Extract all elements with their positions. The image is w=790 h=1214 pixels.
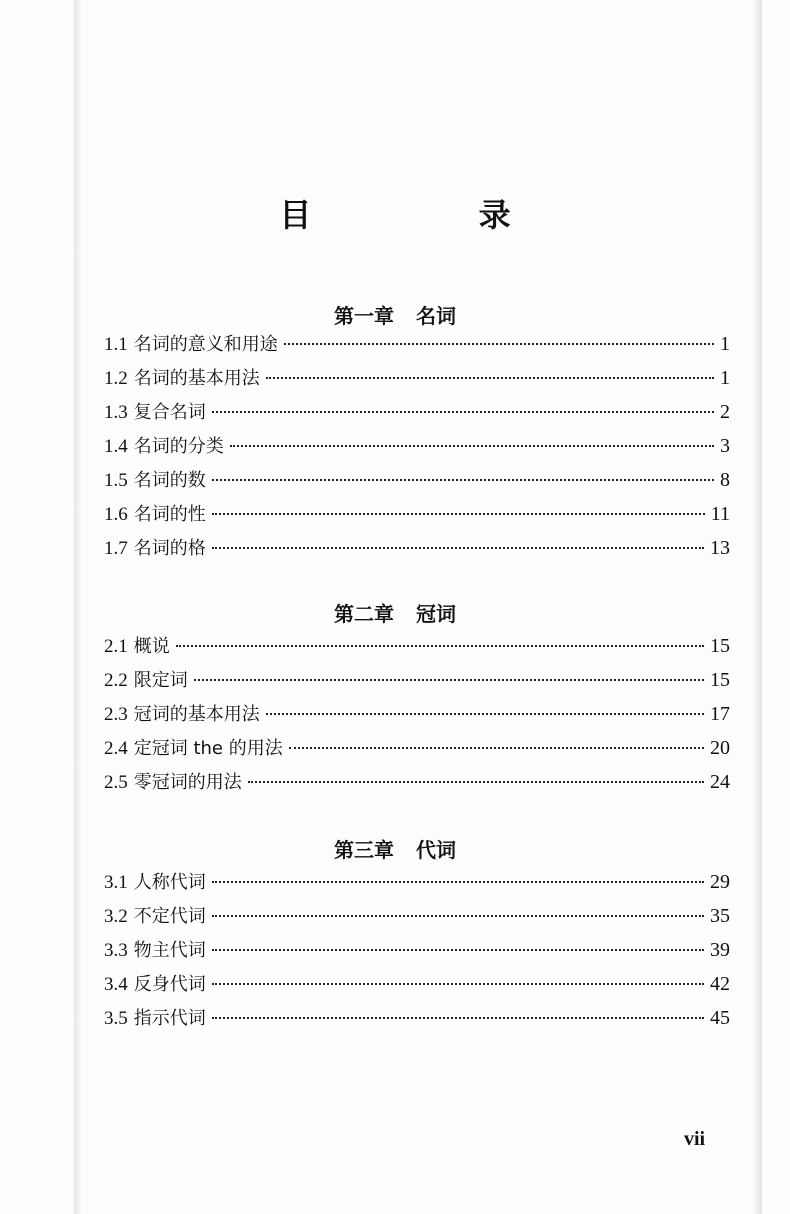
page-number: 24 <box>710 771 730 793</box>
entry-title: 定冠词 the 的用法 <box>133 738 283 759</box>
dot-leader <box>212 411 714 413</box>
entry-number: 3.3 <box>104 940 128 961</box>
page-number: 3 <box>720 435 730 457</box>
entry-title: 复合名词 <box>133 402 206 423</box>
toc-entry[interactable] <box>104 432 730 462</box>
entry-number: 2.4 <box>104 738 128 759</box>
page-number: 11 <box>710 503 730 525</box>
page-number: 45 <box>710 1007 730 1029</box>
entry-title: 名词的意义和用途 <box>133 334 278 355</box>
entry-title: 物主代词 <box>133 940 206 961</box>
entry-number: 3.5 <box>104 1008 128 1029</box>
chapter-heading <box>0 834 790 863</box>
page-number: 17 <box>710 703 730 725</box>
entry-title: 限定词 <box>133 670 188 691</box>
page-number: 35 <box>710 905 730 927</box>
chapter-number: 第二章 <box>334 602 394 626</box>
entry-title: 名词的基本用法 <box>133 368 260 389</box>
entry-number: 1.7 <box>104 538 128 559</box>
toc-entry[interactable] <box>104 734 730 764</box>
entry-title: 冠词的基本用法 <box>133 704 260 725</box>
entry-title: 反身代词 <box>133 974 206 995</box>
entry-title: 名词的性 <box>133 504 206 525</box>
toc-entry[interactable] <box>104 364 730 394</box>
dot-leader <box>212 881 704 883</box>
toc-entry[interactable] <box>104 466 730 496</box>
dot-leader <box>176 645 704 647</box>
dot-leader <box>212 983 704 985</box>
page-title: 目 录 <box>279 196 589 234</box>
entry-title: 名词的格 <box>133 538 206 559</box>
page-number: 39 <box>710 939 730 961</box>
toc-entry[interactable] <box>104 666 730 696</box>
entry-number: 1.5 <box>104 470 128 491</box>
page-number: 15 <box>710 635 730 657</box>
toc-entry[interactable] <box>104 936 730 966</box>
entry-title: 零冠词的用法 <box>133 772 242 793</box>
dot-leader <box>289 747 704 749</box>
entry-title: 指示代词 <box>133 1008 206 1029</box>
dot-leader <box>194 679 704 681</box>
entry-number: 1.2 <box>104 368 128 389</box>
toc-entry[interactable] <box>104 632 730 662</box>
dot-leader <box>212 547 704 549</box>
toc-entry[interactable] <box>104 330 730 360</box>
entry-number: 1.6 <box>104 504 128 525</box>
dot-leader <box>212 949 704 951</box>
dot-leader <box>248 781 704 783</box>
entry-number: 2.3 <box>104 704 128 725</box>
dot-leader <box>266 713 704 715</box>
entry-title: 人称代词 <box>133 872 206 893</box>
page-number: 13 <box>710 537 730 559</box>
entry-number: 3.4 <box>104 974 128 995</box>
dot-leader <box>284 343 714 345</box>
chapter-name: 冠词 <box>416 602 456 626</box>
toc-entry[interactable] <box>104 700 730 730</box>
entry-title: 不定代词 <box>133 906 206 927</box>
entry-number: 1.3 <box>104 402 128 423</box>
toc-entry[interactable] <box>104 970 730 1000</box>
page-number: 1 <box>720 333 730 355</box>
entry-number: 1.4 <box>104 436 128 457</box>
toc-entry[interactable] <box>104 500 730 530</box>
toc-entry[interactable] <box>104 534 730 564</box>
dot-leader <box>212 915 704 917</box>
dot-leader <box>212 1017 704 1019</box>
toc-entry[interactable] <box>104 768 730 798</box>
entry-number: 2.2 <box>104 670 128 691</box>
page-number: 42 <box>710 973 730 995</box>
page-number: 1 <box>720 367 730 389</box>
chapter-name: 名词 <box>416 304 456 328</box>
entry-title: 名词的数 <box>133 470 206 491</box>
page-number: 15 <box>710 669 730 691</box>
chapter-heading <box>0 300 790 329</box>
page-number: 2 <box>720 401 730 423</box>
entry-number: 3.2 <box>104 906 128 927</box>
dot-leader <box>230 445 714 447</box>
chapter-name: 代词 <box>416 838 456 862</box>
chapter-number: 第三章 <box>334 838 394 862</box>
toc-entry[interactable] <box>104 1004 730 1034</box>
chapter-number: 第一章 <box>334 304 394 328</box>
page-number: 8 <box>720 469 730 491</box>
toc-entry[interactable] <box>104 868 730 898</box>
entry-title: 名词的分类 <box>133 436 224 457</box>
dot-leader <box>212 479 714 481</box>
entry-number: 2.5 <box>104 772 128 793</box>
entry-number: 3.1 <box>104 872 128 893</box>
toc-entry[interactable] <box>104 398 730 428</box>
dot-leader <box>212 513 705 515</box>
toc-entry[interactable] <box>104 902 730 932</box>
dot-leader <box>266 377 714 379</box>
entry-number: 1.1 <box>104 334 128 355</box>
chapter-heading <box>0 598 790 627</box>
page-number: 29 <box>710 871 730 893</box>
folio-page-number: vii <box>684 1128 706 1150</box>
entry-number: 2.1 <box>104 636 128 657</box>
entry-title: 概说 <box>133 636 170 657</box>
page-number: 20 <box>710 737 730 759</box>
